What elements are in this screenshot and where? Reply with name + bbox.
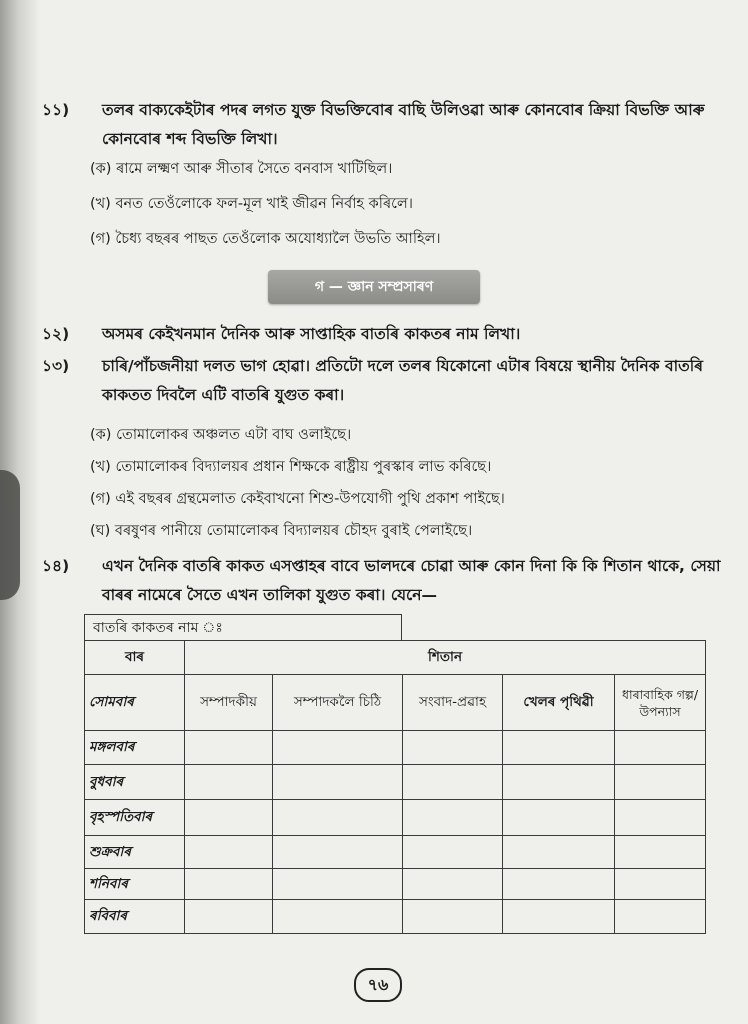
table-row — [85, 836, 706, 869]
table-cell — [273, 765, 403, 800]
day-saturday: শনিবাৰ — [85, 869, 185, 900]
table-cell — [273, 731, 403, 765]
table-cell — [403, 869, 503, 900]
q11-item-ka: (ক) ৰামে লক্ষ্মণ আৰু সীতাৰ সৈতে বনবাস খাটিছিল। — [90, 161, 393, 177]
table-cell — [185, 765, 273, 800]
section-column-header: শিতান — [185, 641, 706, 675]
day-friday: শুক্ৰবাৰ — [85, 836, 185, 869]
day-sunday: ৰবিবাৰ — [85, 900, 185, 934]
table-cell — [185, 836, 273, 869]
question-11 — [42, 96, 722, 156]
column-editorial: সম্পাদকীয় — [185, 675, 273, 731]
day-tuesday: মঙ্গলবাৰ — [85, 731, 185, 765]
table-cell — [273, 869, 403, 900]
column-news-flow: সংবাদ-প্ৰৱাহ — [403, 675, 503, 731]
day-thursday: বৃহস্পতিবাৰ — [85, 800, 185, 836]
column-serial-story: ধাৰাবাহিক গল্প/উপন্যাস — [615, 675, 706, 731]
table-cell — [615, 765, 706, 800]
table-cell — [615, 836, 706, 869]
table-cell — [615, 731, 706, 765]
table-row — [85, 900, 706, 934]
table-cell — [503, 800, 615, 836]
table-cell — [273, 900, 403, 934]
table-cell — [185, 869, 273, 900]
q13-item-ka: (ক) তোমালোকৰ অঞ্চলত এটা বাঘ ওলাইছে। — [90, 427, 352, 443]
table-row — [85, 800, 706, 836]
question-12 — [42, 320, 722, 350]
question-13 — [42, 352, 722, 412]
table-cell — [185, 900, 273, 934]
table-cell — [403, 900, 503, 934]
table-cell — [615, 800, 706, 836]
page-number: ৭৬ — [354, 968, 402, 1002]
question-number: ১১) — [42, 101, 70, 119]
section-banner: গ — জ্ঞান সম্প্ৰসাৰণ — [268, 270, 480, 304]
table-cell — [403, 800, 503, 836]
table-cell — [273, 836, 403, 869]
table-cell — [185, 731, 273, 765]
table-cell — [503, 731, 615, 765]
table-cell — [503, 900, 615, 934]
table-row — [85, 869, 706, 900]
table-cell — [273, 800, 403, 836]
table-cell — [185, 800, 273, 836]
q11-item-ga: (গ) চৈধ্য বছৰৰ পাছত তেওঁলোক অযোধ্যালৈ উভতি আহিল। — [90, 231, 441, 247]
column-letters-to-editor: সম্পাদকলৈ চিঠি — [273, 675, 403, 731]
table-row — [85, 765, 706, 800]
table-cell — [503, 836, 615, 869]
question-number: ১৩) — [42, 357, 70, 375]
table-cell — [503, 869, 615, 900]
table-row — [85, 731, 706, 765]
table-cell — [403, 836, 503, 869]
question-number: ১৪) — [42, 557, 70, 575]
newspaper-name-field: বাতৰি কাকতৰ নাম ঃ — [84, 614, 402, 640]
table-row — [85, 675, 706, 731]
table-cell — [503, 765, 615, 800]
day-column-header: বাৰ — [85, 641, 185, 675]
q13-item-kha: (খ) তোমালোকৰ বিদ্যালয়ৰ প্ৰধান শিক্ষকে ৰাষ্ট্ৰীয় পুৰস্কাৰ লাভ কৰিছে। — [90, 459, 492, 475]
day-monday: সোমবাৰ — [85, 675, 185, 731]
question-text: তলৰ বাক্যকেইটাৰ পদৰ লগত যুক্ত বিভক্তিবোৰ বাছি উলিওৱা আৰু কোনবোৰ ক্ৰিয়া বিভক্তি আৰু কোনবোৰ শব্দ বিভক্তি লিখা। — [102, 101, 705, 148]
question-text: চাৰি/পাঁচজনীয়া দলত ভাগ হোৱা। প্ৰতিটো দলে তলৰ যিকোনো এটাৰ বিষয়ে স্থানীয় দৈনিক বাতৰি কাকতত দিবলৈ এটি বাতৰি যুগুত কৰা। — [102, 357, 703, 404]
schedule-table — [84, 640, 706, 934]
q11-item-kha: (খ) বনত তেওঁলোকে ফল-মূল খাই জীৱন নির্বাহ কৰিলে। — [90, 196, 413, 212]
table-cell — [615, 869, 706, 900]
question-text: এখন দৈনিক বাতৰি কাকত এসপ্তাহৰ বাবে ভালদৰে চোৱা আৰু কোন দিনা কি কি শিতান থাকে, সেয়া বাৰৰ নামেৰে সৈতে এখন তালিকা যুগুত কৰা। যেনে— — [102, 557, 721, 604]
q13-item-gha: (ঘ) বৰষুণৰ পানীয়ে তোমালোকৰ বিদ্যালয়ৰ চৌহদ বুৰাই পেলাইছে। — [90, 523, 473, 539]
question-14 — [42, 552, 722, 612]
table-header-row — [85, 641, 706, 675]
day-wednesday: বুধবাৰ — [85, 765, 185, 800]
question-text: অসমৰ কেইখনমান দৈনিক আৰু সাপ্তাহিক বাতৰি কাকতৰ নাম লিখা। — [102, 325, 521, 343]
table-cell — [403, 765, 503, 800]
question-number: ১২) — [42, 325, 70, 343]
q13-item-ga: (গ) এই বছৰৰ গ্ৰন্থমেলাত কেইবাখনো শিশু-উপযোগী পুথি প্ৰকাশ পাইছে। — [90, 491, 505, 507]
column-sports-world: খেলৰ পৃথিৱী — [503, 675, 615, 731]
binding-mark — [0, 470, 20, 600]
table-cell — [615, 900, 706, 934]
table-cell — [403, 731, 503, 765]
